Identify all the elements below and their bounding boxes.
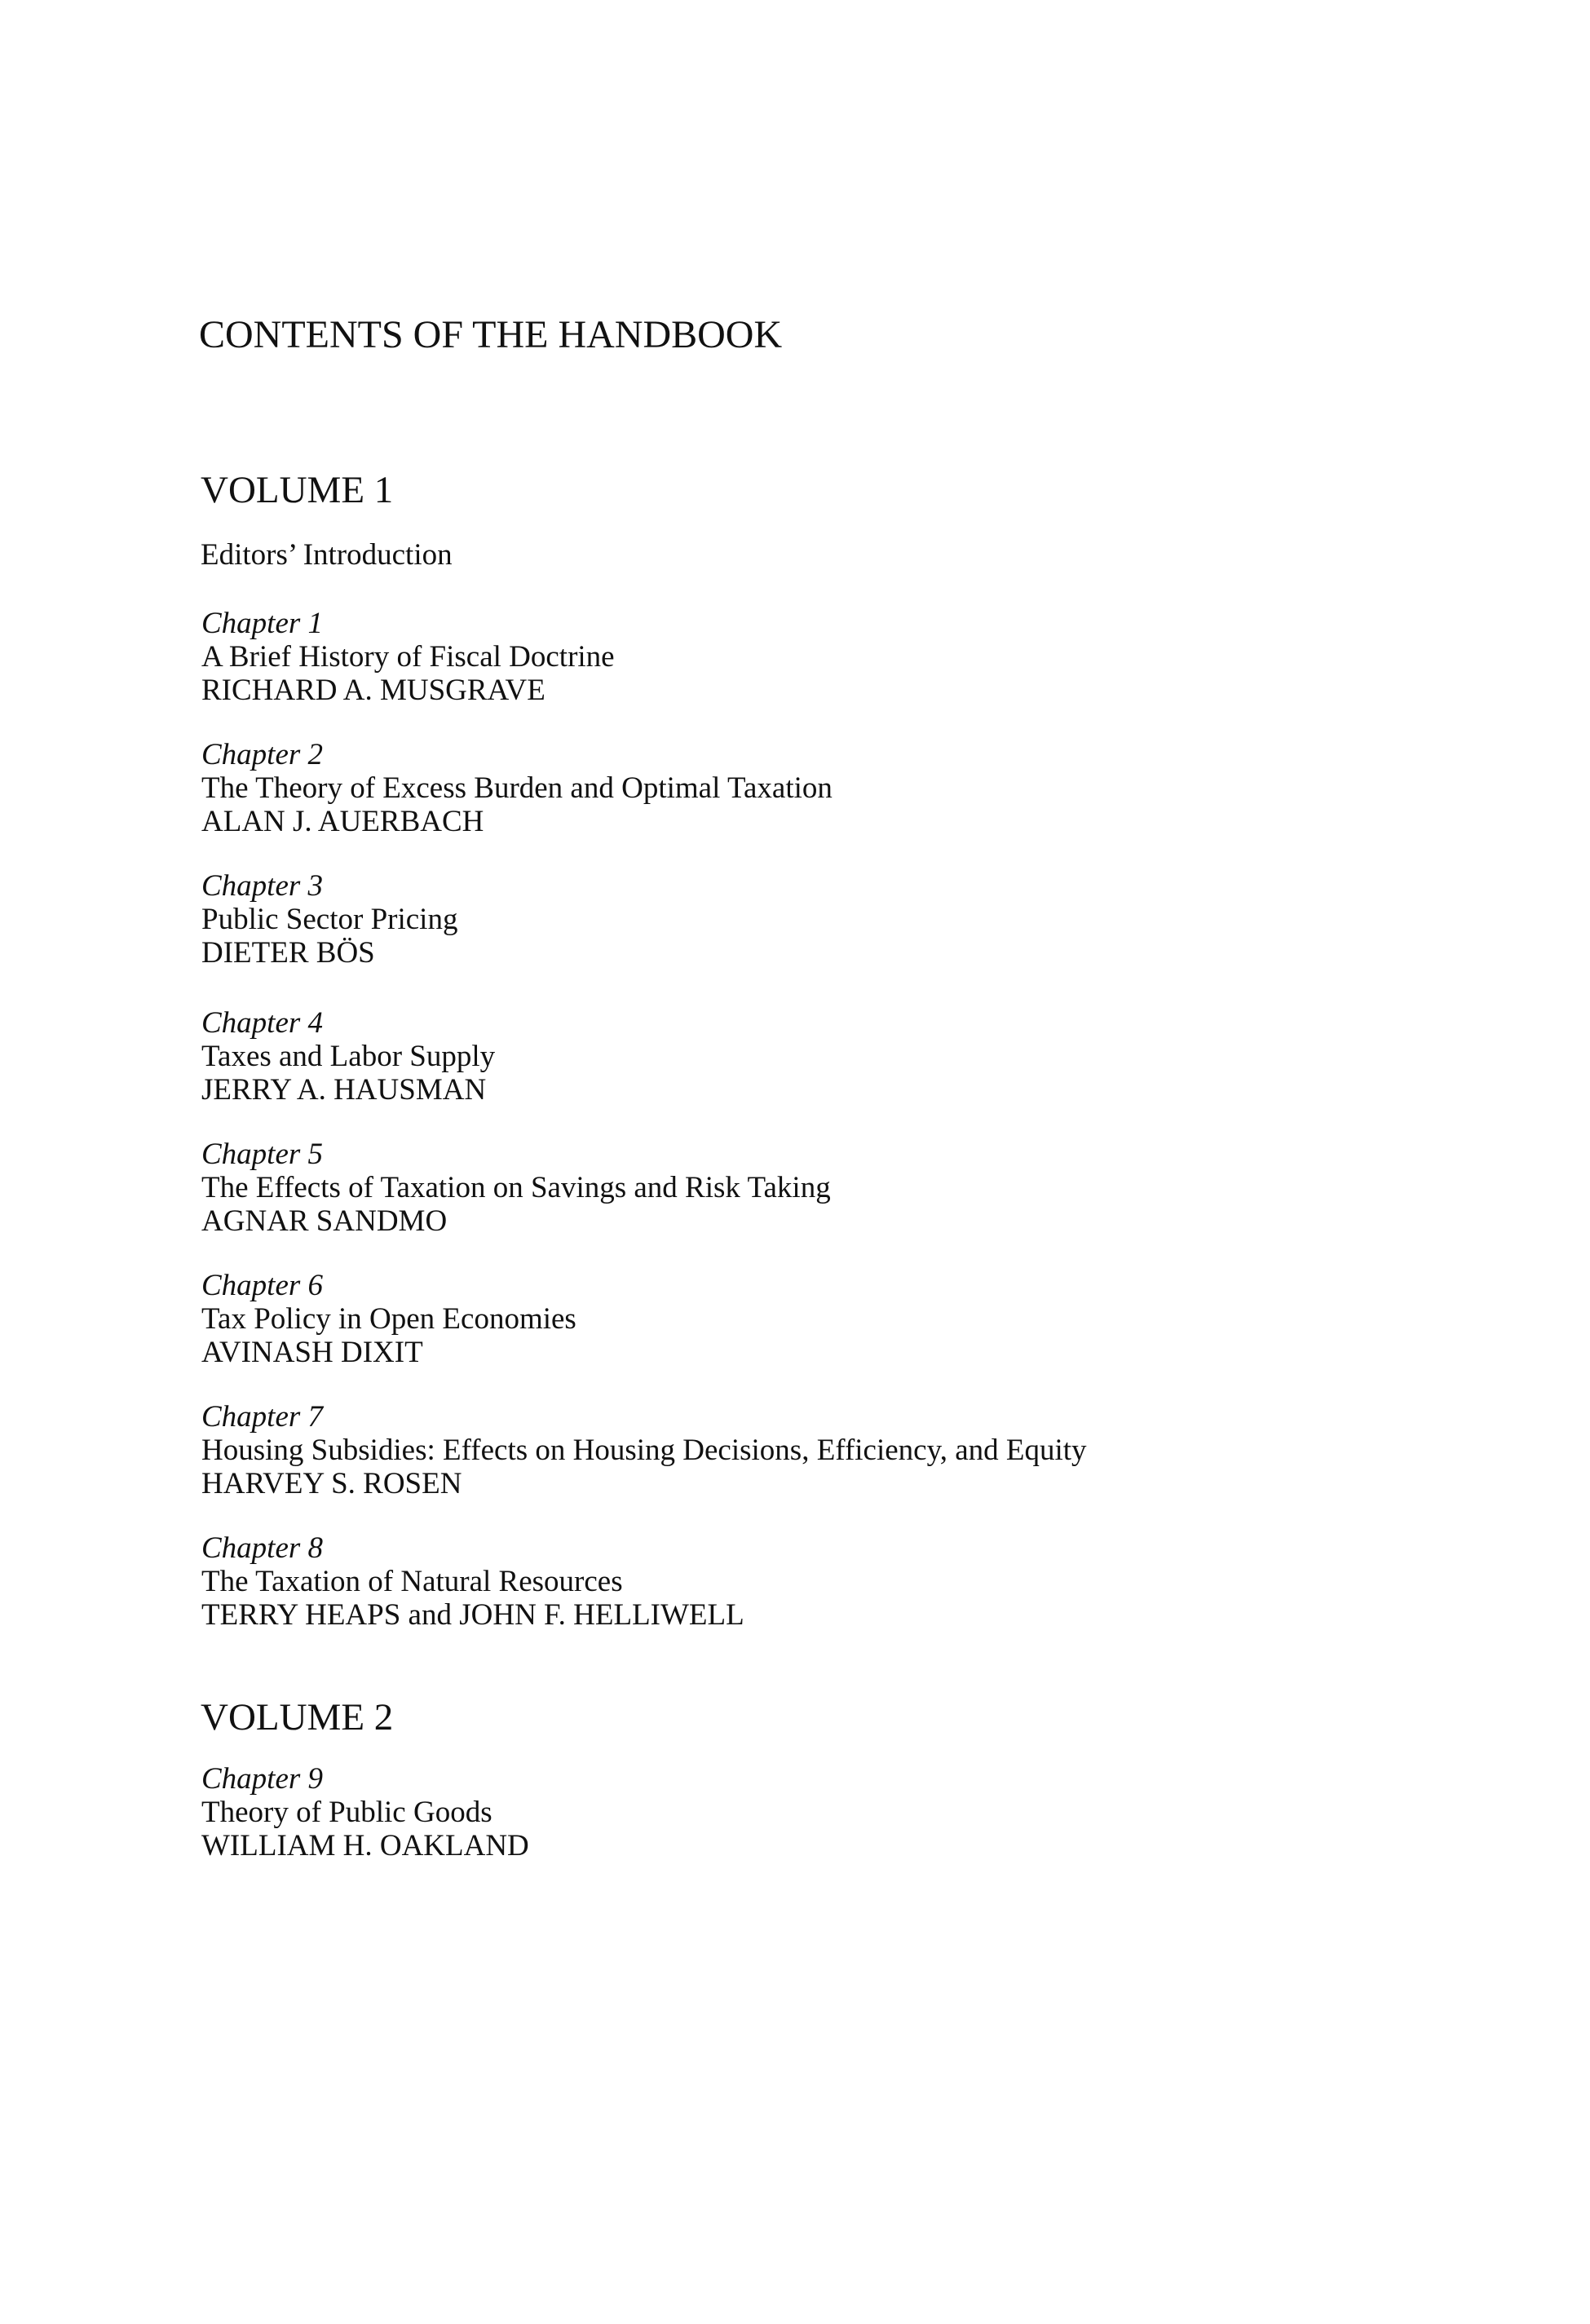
- chapter-author: ALAN J. AUERBACH: [201, 805, 484, 838]
- chapter-title: The Effects of Taxation on Savings and Risk Taking: [201, 1171, 831, 1204]
- chapter-entry: [201, 1269, 576, 1369]
- page-title: CONTENTS OF THE HANDBOOK: [199, 313, 783, 356]
- chapter-entry: [201, 1762, 529, 1862]
- chapter-title: Housing Subsidies: Effects on Housing Decisions, Efficiency, and Equity: [201, 1434, 1087, 1467]
- editors-introduction: Editors’ Introduction: [201, 538, 453, 572]
- chapter-author: HARVEY S. ROSEN: [201, 1467, 462, 1500]
- chapter-entry: [201, 869, 457, 970]
- chapter-title: Theory of Public Goods: [201, 1796, 492, 1829]
- chapter-label: Chapter 3: [201, 869, 324, 903]
- volume-heading: VOLUME 2: [201, 1696, 394, 1739]
- chapter-title: The Taxation of Natural Resources: [201, 1565, 623, 1598]
- chapter-label: Chapter 8: [201, 1531, 324, 1565]
- chapter-author: TERRY HEAPS and JOHN F. HELLIWELL: [201, 1598, 744, 1632]
- chapter-author: AVINASH DIXIT: [201, 1336, 423, 1369]
- chapter-title: Taxes and Labor Supply: [201, 1040, 496, 1073]
- volume-heading: VOLUME 1: [201, 469, 394, 511]
- chapter-author: JERRY A. HAUSMAN: [201, 1073, 487, 1107]
- chapter-label: Chapter 1: [201, 607, 324, 640]
- chapter-entry: [201, 1400, 1087, 1500]
- chapter-entry: [201, 1531, 744, 1632]
- chapter-title: Tax Policy in Open Economies: [201, 1302, 576, 1336]
- chapter-entry: [201, 1006, 495, 1107]
- chapter-label: Chapter 7: [201, 1400, 324, 1434]
- chapter-entry: [201, 1138, 831, 1238]
- chapter-label: Chapter 9: [201, 1762, 324, 1796]
- chapter-title: A Brief History of Fiscal Doctrine: [201, 640, 615, 674]
- chapter-author: WILLIAM H. OAKLAND: [201, 1829, 529, 1862]
- chapter-author: AGNAR SANDMO: [201, 1204, 448, 1238]
- chapter-label: Chapter 4: [201, 1006, 324, 1040]
- chapter-label: Chapter 5: [201, 1138, 324, 1171]
- chapter-label: Chapter 2: [201, 738, 324, 771]
- chapter-entry: [201, 738, 833, 838]
- chapter-author: DIETER BÖS: [201, 936, 375, 970]
- chapter-entry: [201, 607, 615, 707]
- chapter-label: Chapter 6: [201, 1269, 324, 1302]
- chapter-title: The Theory of Excess Burden and Optimal Taxation: [201, 771, 833, 805]
- chapter-title: Public Sector Pricing: [201, 903, 458, 936]
- chapter-author: RICHARD A. MUSGRAVE: [201, 674, 545, 707]
